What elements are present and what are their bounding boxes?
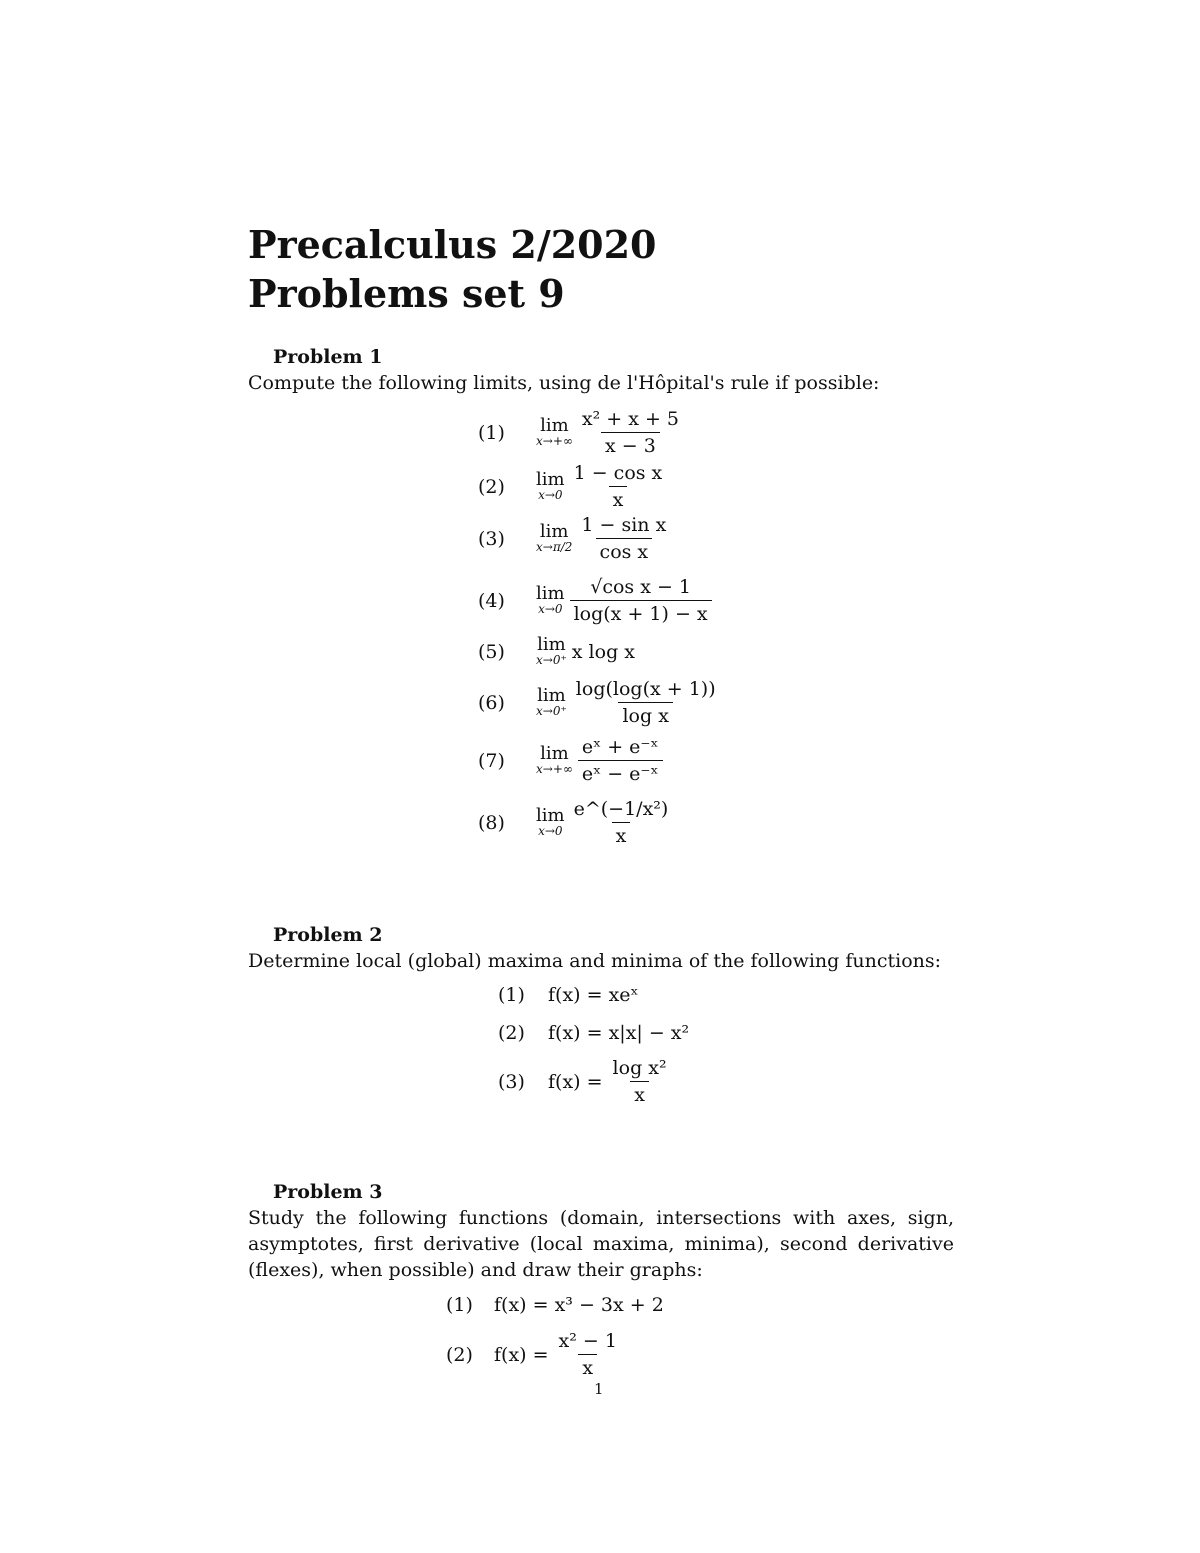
limit-5: (5) lim x→0⁺ x log x [478,634,635,667]
problem-3-title: Problem 3 [273,1181,383,1203]
function-2-2: (2) f(x) = x|x| − x² [498,1022,690,1044]
limit-2: (2) lim x→0 $\frac{\text{1 − cos x}}{x}$ [478,462,663,511]
title-line-2: Problems set 9 [248,271,565,316]
item-number: (2) [498,1022,525,1044]
item-number: (4) [478,589,505,612]
limit-1: (1) lim x→+∞ $\frac{\text{x² + x + 5}}{x - 3}$ [478,408,680,457]
item-number: (3) [498,1070,525,1093]
limit-6: (6) lim x→0⁺ $\frac{\log(\log(x + 1))}{\text{log x}}$ [478,678,716,727]
function-3-1: (1) f(x) = x³ − 3x + 2 [446,1294,664,1316]
function-2-3: (3) f(x) = $\frac{\text{log x²}}{x}$ [498,1057,667,1106]
limit-4: (4) lim x→0 $\frac{\text{√cos x − 1}}{\log(x + 1) - x}$ [478,576,712,625]
item-number: (1) [446,1294,473,1316]
item-number: (8) [478,811,505,834]
problem-3-text: Study the following functions (domain, intersections with axes, sign, asymptotes, first derivative (local maxima, minima), second derivative (flexes), when possible) and draw their graphs: [248,1207,954,1281]
item-number: (7) [478,749,505,772]
problem-1-title: Problem 1 [273,346,383,368]
title-line-1: Precalculus 2/2020 [248,222,657,267]
item-number: (3) [478,527,505,550]
limit-3: (3) lim x→π/2 $\frac{\text{1 − sin x}}{\text{cos x}}$ [478,514,667,563]
problem-1-text: Compute the following limits, using de l'Hôpital's rule if possible: [248,372,880,394]
limit-7: (7) lim x→+∞ $\frac{\text{eˣ + e⁻ˣ}}{\text{eˣ − e⁻ˣ}}$ [478,736,663,785]
problem-2-text: Determine local (global) maxima and minima of the following functions: [248,950,942,972]
function-2-1: (1) f(x) = xeˣ [498,984,639,1006]
item-number: (1) [498,984,525,1006]
item-number: (6) [478,691,505,714]
problem-2-title: Problem 2 [273,924,383,946]
item-number: (2) [478,475,505,498]
limit-8: (8) lim x→0 $\frac{\text{e\textasciicircum{}(−1/x²)}}{x}$ [478,798,669,847]
function-3-2: (2) f(x) = $\frac{\text{x² − 1}}{x}$ [446,1330,617,1379]
item-number: (1) [478,421,505,444]
page-number: 1 [594,1380,604,1398]
item-number: (5) [478,640,505,663]
item-number: (2) [446,1343,473,1366]
